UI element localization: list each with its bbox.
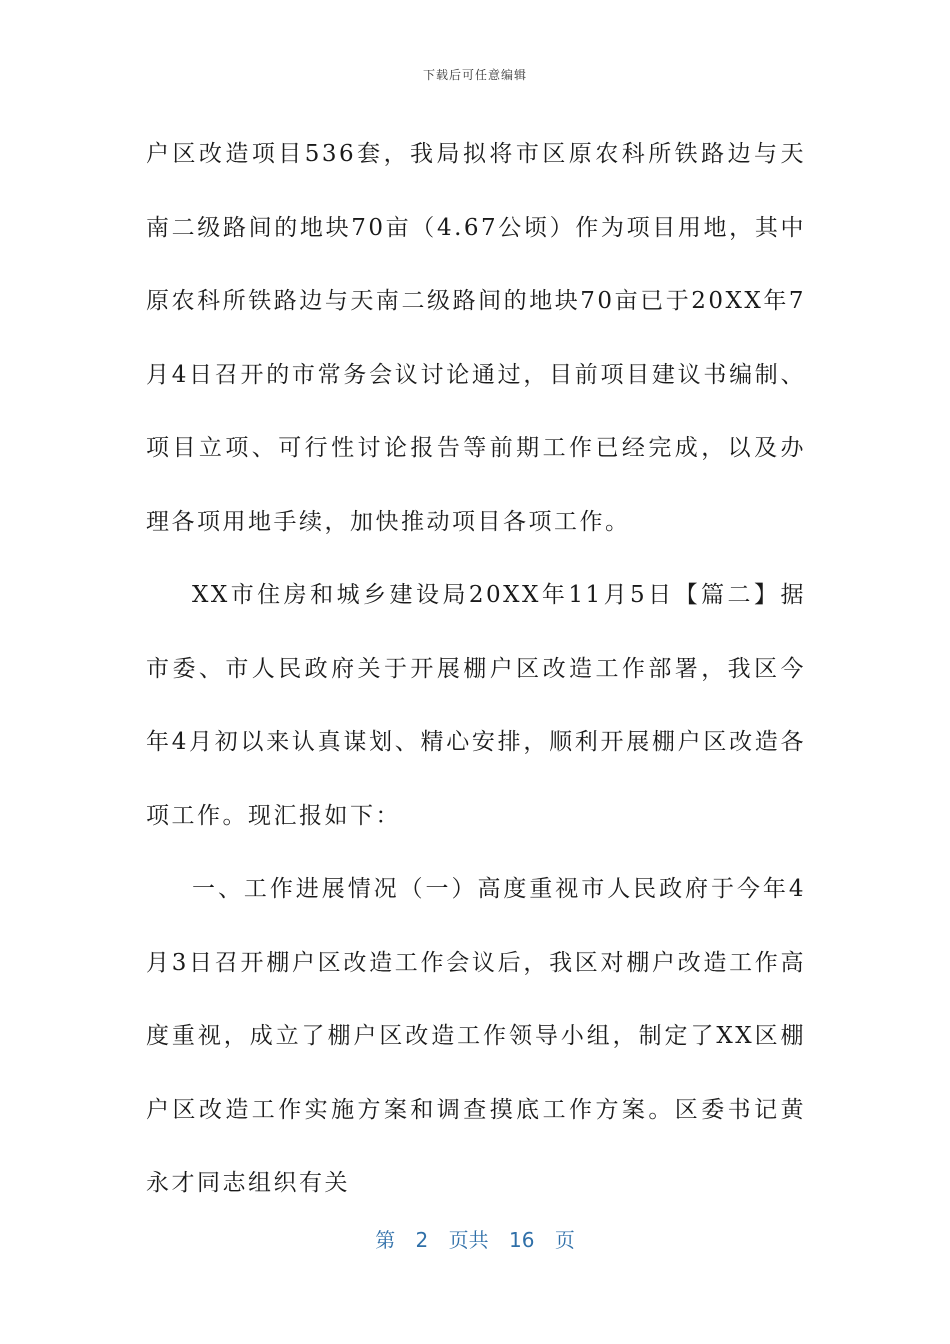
footer-suffix: 页 [554,1228,575,1252]
page-header: 下载后可任意编辑 [422,68,527,82]
paragraph-2: XX市住房和城乡建设局20XX年11月5日【篇二】据市委、市人民政府关于开展棚户区改造工作部署，我区今年4月初以来认真谋划、精心安排，顺利开展棚户区改造各项工作。现汇报如下： [146,582,806,829]
paragraph-1: 户区改造项目536套，我局拟将市区原农科所铁路边与天南二级路间的地块70亩（4.67公顷）作为项目用地，其中原农科所铁路边与天南二级路间的地块70亩已于20XX年7月4日召开的市常务会议讨论通过，目前项目建议书编制、项目立项、可行性讨论报告等前期工作已经完成，以及办理各项用地手续，加快推动项目各项工作。 [146,141,806,535]
footer-total-pages: 16 [509,1228,535,1252]
page-footer [0,1224,950,1253]
footer-prefix: 第 [375,1228,396,1252]
footer-middle: 页共 [448,1228,489,1252]
paragraph-3: 一、工作进展情况（一）高度重视市人民政府于今年4月3日召开棚户区改造工作会议后，我区对棚户改造工作高度重视，成立了棚户区改造工作领导小组，制定了XX区棚户区改造工作实施方案和调查摸底工作方案。区委书记黄永才同志组织有关 [146,876,806,1196]
footer-page-number: 2 [415,1228,429,1252]
document-body [146,118,806,1221]
